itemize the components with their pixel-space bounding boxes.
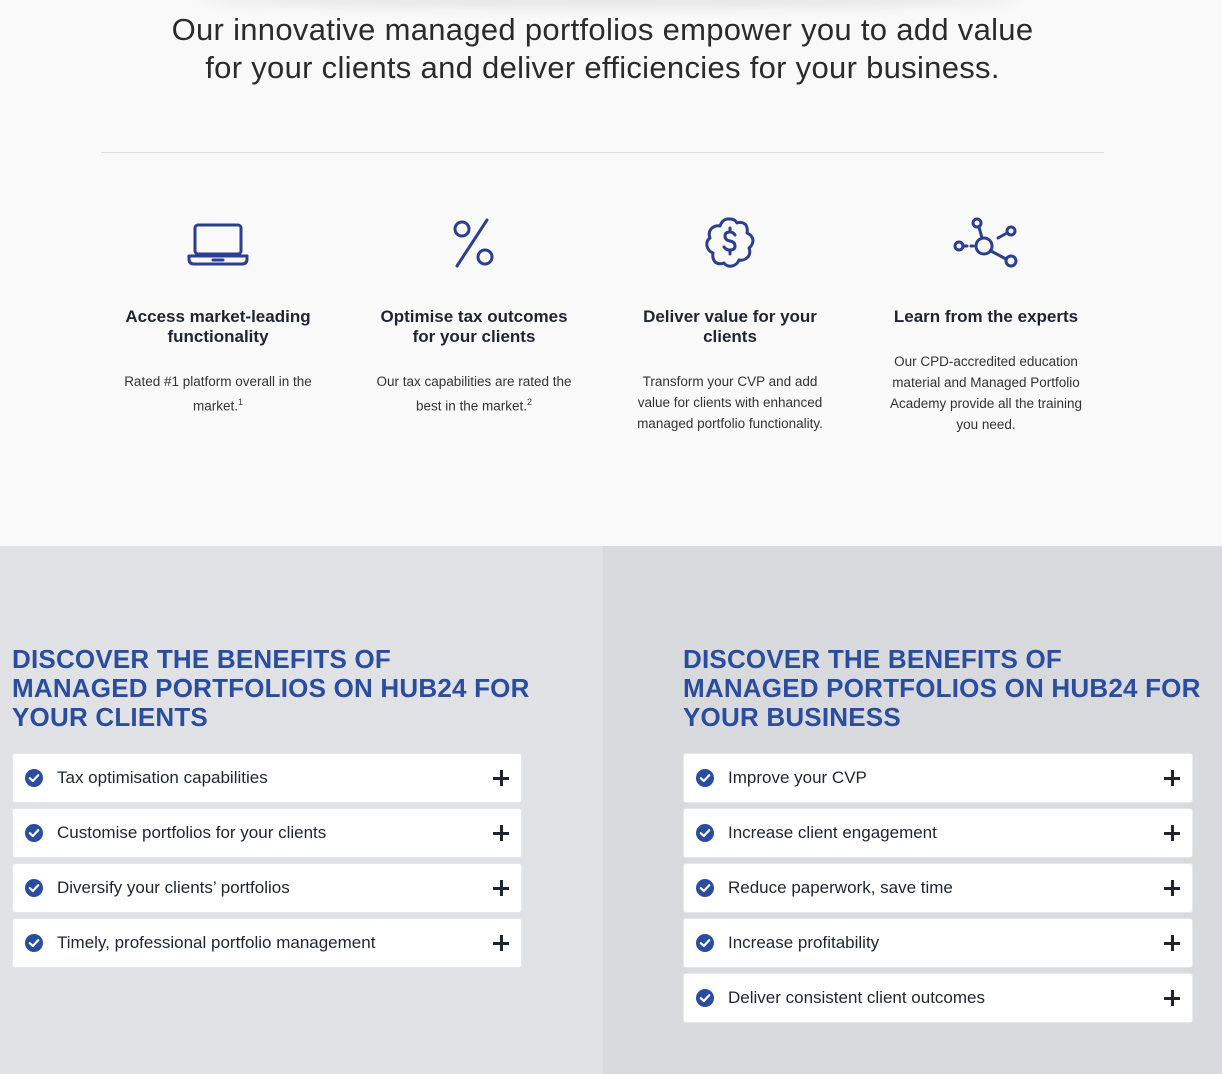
accordion-label: Increase profitability — [728, 933, 880, 952]
accordion-item[interactable] — [683, 918, 1193, 968]
check-circle-icon — [696, 824, 714, 842]
check-circle-icon — [696, 989, 714, 1007]
check-circle-icon — [25, 824, 43, 842]
accordion-label: Deliver consistent client outcomes — [728, 988, 986, 1007]
intro-text — [100, 11, 1105, 87]
plus-icon[interactable] — [493, 880, 509, 896]
clients-benefits-heading: DISCOVER THE BENEFITS OF MANAGED PORTFOLIOS ON HUB24 FOR YOUR CLIENTS — [12, 644, 530, 732]
business-benefits-heading: DISCOVER THE BENEFITS OF MANAGED PORTFOLIOS ON HUB24 FOR YOUR BUSINESS — [683, 644, 1201, 732]
feature-title: Deliver value for your clients — [643, 307, 817, 346]
accordion-label: Reduce paperwork, save time — [728, 878, 953, 897]
section-divider — [101, 152, 1104, 153]
plus-icon[interactable] — [493, 770, 509, 786]
feature-title: Learn from the experts — [893, 307, 1079, 326]
accordion-label: Timely, professional portfolio management — [57, 933, 376, 952]
accordion-item[interactable] — [683, 753, 1193, 803]
check-circle-icon — [696, 769, 714, 787]
business-benefits-panel — [603, 546, 1222, 1074]
feature-card — [376, 215, 572, 417]
plus-icon[interactable] — [1164, 770, 1180, 786]
check-circle-icon — [696, 879, 714, 897]
feature-text: Transform your CVP and add value for clients with enhanced managed portfolio functionality. — [637, 374, 823, 431]
percent-icon — [438, 215, 510, 271]
accordion-item[interactable] — [12, 918, 522, 968]
feature-card — [120, 215, 316, 417]
check-circle-icon — [25, 879, 43, 897]
accordion-label: Diversify your clients’ portfolios — [57, 878, 290, 897]
feature-card — [632, 215, 828, 434]
feature-title: Optimise tax outcomes for your clients — [380, 307, 568, 346]
plus-icon[interactable] — [493, 825, 509, 841]
clients-benefits-panel — [0, 546, 603, 1074]
feature-text: Rated #1 platform overall in the market.$^1$ — [124, 374, 312, 414]
intro-line-1: Our innovative managed portfolios empower you to add value — [171, 12, 1034, 47]
accordion-item[interactable] — [683, 863, 1193, 913]
intro-line-2: for your clients and deliver efficiencies for your business. — [205, 50, 1000, 85]
dollar-badge-icon — [694, 215, 766, 271]
accordion-item[interactable] — [12, 808, 522, 858]
accordion-item[interactable] — [12, 863, 522, 913]
plus-icon[interactable] — [1164, 825, 1180, 841]
plus-icon[interactable] — [1164, 880, 1180, 896]
plus-icon[interactable] — [1164, 935, 1180, 951]
accordion-label: Customise portfolios for your clients — [57, 823, 327, 842]
check-circle-icon — [25, 934, 43, 952]
feature-text: Our tax capabilities are rated the best in the market.$^2$ — [376, 374, 572, 414]
feature-text: Our CPD-accredited education material and Managed Portfolio Academy provide all the training you need. — [889, 354, 1083, 432]
accordion-item[interactable] — [12, 753, 522, 803]
feature-card — [888, 215, 1084, 435]
business-accordion — [683, 753, 1193, 1028]
plus-icon[interactable] — [1164, 990, 1180, 1006]
plus-icon[interactable] — [493, 935, 509, 951]
clients-accordion — [12, 753, 522, 973]
accordion-item[interactable] — [683, 808, 1193, 858]
accordion-label: Increase client engagement — [728, 823, 937, 842]
accordion-label: Tax optimisation capabilities — [57, 768, 268, 787]
accordion-label: Improve your CVP — [728, 768, 867, 787]
laptop-icon — [182, 215, 254, 271]
feature-title: Access market-leading functionality — [125, 307, 311, 346]
check-circle-icon — [25, 769, 43, 787]
check-circle-icon — [696, 934, 714, 952]
accordion-item[interactable] — [683, 973, 1193, 1023]
network-icon — [950, 215, 1022, 271]
